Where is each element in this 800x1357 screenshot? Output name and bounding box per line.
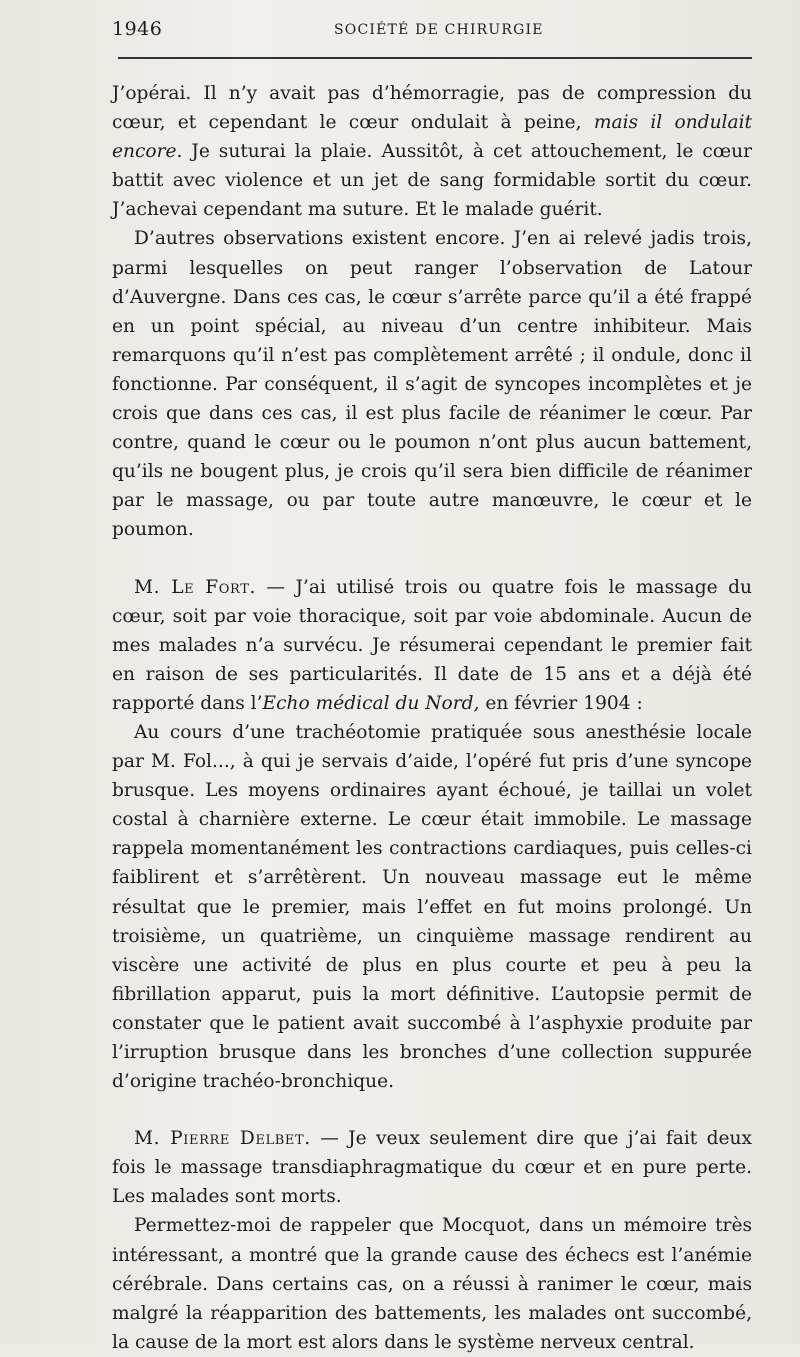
speaker-le-fort: M. Le Fort. [134,576,256,598]
paragraph-1 [112,79,752,224]
paragraph-3 [112,573,752,718]
page-number: 1946 [112,18,163,40]
body-text [112,79,752,1357]
paragraph-2: D’autres observations existent encore. J’en ai relevé jadis trois, parmi lesquelles on peut ranger l’observation de Latour d’Auvergne. Dans ces cas, le cœur s’arrête parce qu’il a été frappé en un point spécial, au niveau d’un centre inhibiteur. Mais remarquons qu’il n’est pas complètement arrêté ; il ondule, donc il fonctionne. Par conséquent, il s’agit de syncopes incomplètes et je crois que dans ces cas, il est plus facile de réanimer le cœur. Par contre, quand le cœur ou le poumon n’ont plus aucun battement, qu’ils ne bougent plus, je crois qu’il sera bien difficile de réanimer par le massage, ou par toute autre manœuvre, le cœur et le poumon. [112,228,752,541]
paragraph-6: Permettez-moi de rappeler que Mocquot, dans un mémoire très intéressant, a montré que la grande cause des échecs est l’anémie cérébrale. Dans certains cas, on a réussi à ranimer le cœur, mais malgré la réapparition des battements, les malades ont succombé, la cause de la mort est alors dans le système nerveux central. [112,1215,752,1353]
speaker-pierre-delbet: M. Pierre Delbet. [134,1128,311,1150]
running-head: SOCIÉTÉ DE CHIRURGIE [334,22,544,38]
page-header [112,18,752,44]
journal-title: Echo médical du Nord, [262,692,480,714]
paragraph-1-italic: mais il ondulait encore. [112,112,752,163]
paragraph-4: Au cours d’une trachéotomie pratiquée sous anesthésie locale par M. Fol..., à qui je servais d’aide, l’opéré fut pris d’une syncope brusque. Les moyens ordinaires ayant échoué, je taillai un volet costal à charnière externe. Le cœur était immobile. Le massage rappela momentanément les contractions cardiaques, puis celles-ci faiblirent et s’arrêtèrent. Un nouveau massage eut le même résultat que le premier, mais l’effet en fut moins prolongé. Un troisième, un quatrième, un cinquième massage rendirent au viscère une activité de plus en plus courte et peu à peu la fibrillation apparut, puis la mort définitive. L’autopsie permit de constater que le patient avait succombé à l’asphyxie produite par l’irruption brusque dans les bronches d’une collection suppurée d’origine trachéo-bronchique. [112,721,752,1093]
paragraph-1-text-b: Je suturai la plaie. Aussitôt, à cet attouchement, le cœur battit avec violence et un jet de sang formidable sortit du cœur. J’achevai cependant ma suture. Et le malade guérit. [112,141,752,221]
paragraph-3-text-a: — J’ai utilisé trois ou quatre fois le massage du cœur, soit par voie thoracique, soit par voie abdominale. Aucun de mes malades n’a survécu. Je résumerai cependant le premier fait en raison de ses particularités. Il date de 15 ans et a déjà été rapporté dans l’ [112,576,752,714]
paragraph-1-text-a: J’opérai. Il n’y avait pas d’hémorragie, pas de compression du cœur, et cependant le cœur ondulait à peine, [112,83,752,134]
paragraph-5-text: — Je veux seulement dire que j’ai fait deux fois le massage transdiaphragmatique du cœur et en pure perte. Les malades sont morts. [112,1128,752,1208]
paragraph-3-text-b: en février 1904 : [479,692,643,714]
header-rule [118,57,752,59]
paragraph-5 [112,1124,752,1211]
